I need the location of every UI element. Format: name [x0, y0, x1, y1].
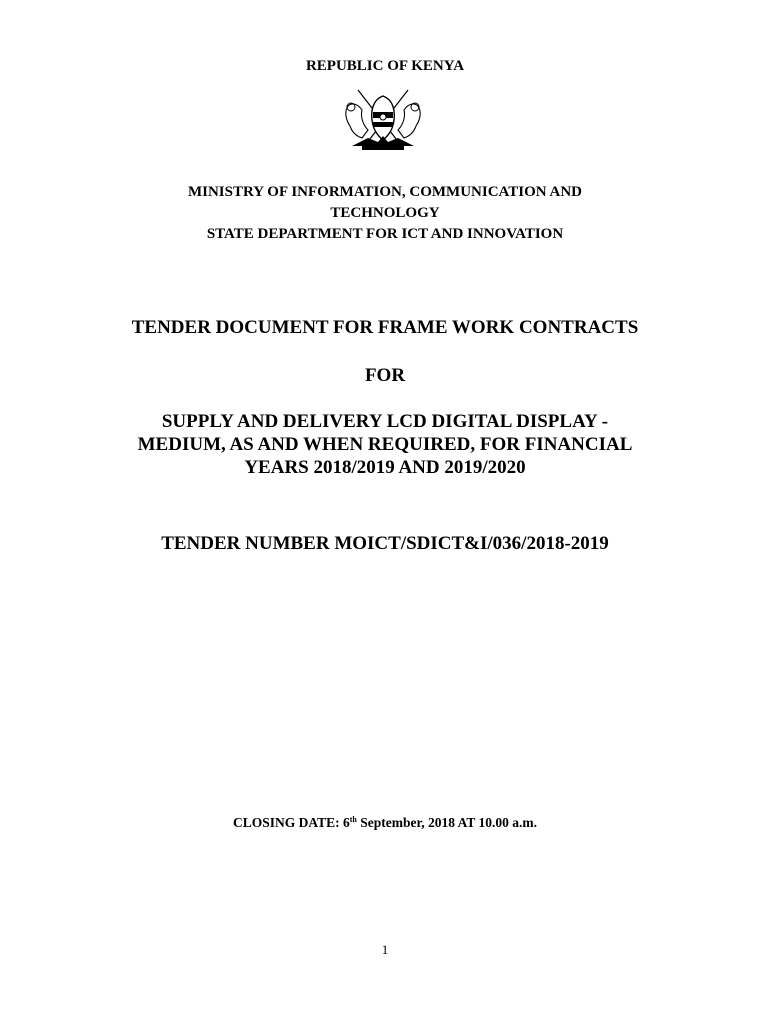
- ministry-line-1: MINISTRY OF INFORMATION, COMMUNICATION AND: [187, 184, 583, 200]
- page-number: 1: [381, 942, 389, 957]
- ministry-line-3: STATE DEPARTMENT FOR ICT AND INNOVATION: [206, 226, 564, 242]
- kenya-coat-of-arms-icon: [338, 86, 428, 152]
- closing-date-label: CLOSING DATE: 6: [232, 815, 350, 830]
- closing-date-rest: September, 2018 AT 10.00 a.m.: [356, 815, 538, 830]
- ministry-line-2: TECHNOLOGY: [330, 205, 440, 221]
- document-title: TENDER DOCUMENT FOR FRAME WORK CONTRACTS: [131, 317, 639, 338]
- closing-date-ordinal: th: [349, 815, 357, 824]
- subject-line-2: MEDIUM, AS AND WHEN REQUIRED, FOR FINANCIAL: [137, 434, 633, 455]
- subject-line-1: SUPPLY AND DELIVERY LCD DIGITAL DISPLAY -: [161, 411, 609, 432]
- tender-number: TENDER NUMBER MOICT/SDICT&I/036/2018-2019: [161, 533, 609, 554]
- tender-subject: [0, 410, 770, 479]
- country-heading: REPUBLIC OF KENYA: [305, 58, 465, 74]
- ministry-heading: [0, 182, 770, 245]
- subject-line-3: YEARS 2018/2019 AND 2019/2020: [244, 457, 526, 478]
- closing-date: [0, 815, 770, 831]
- for-label: FOR: [364, 365, 406, 386]
